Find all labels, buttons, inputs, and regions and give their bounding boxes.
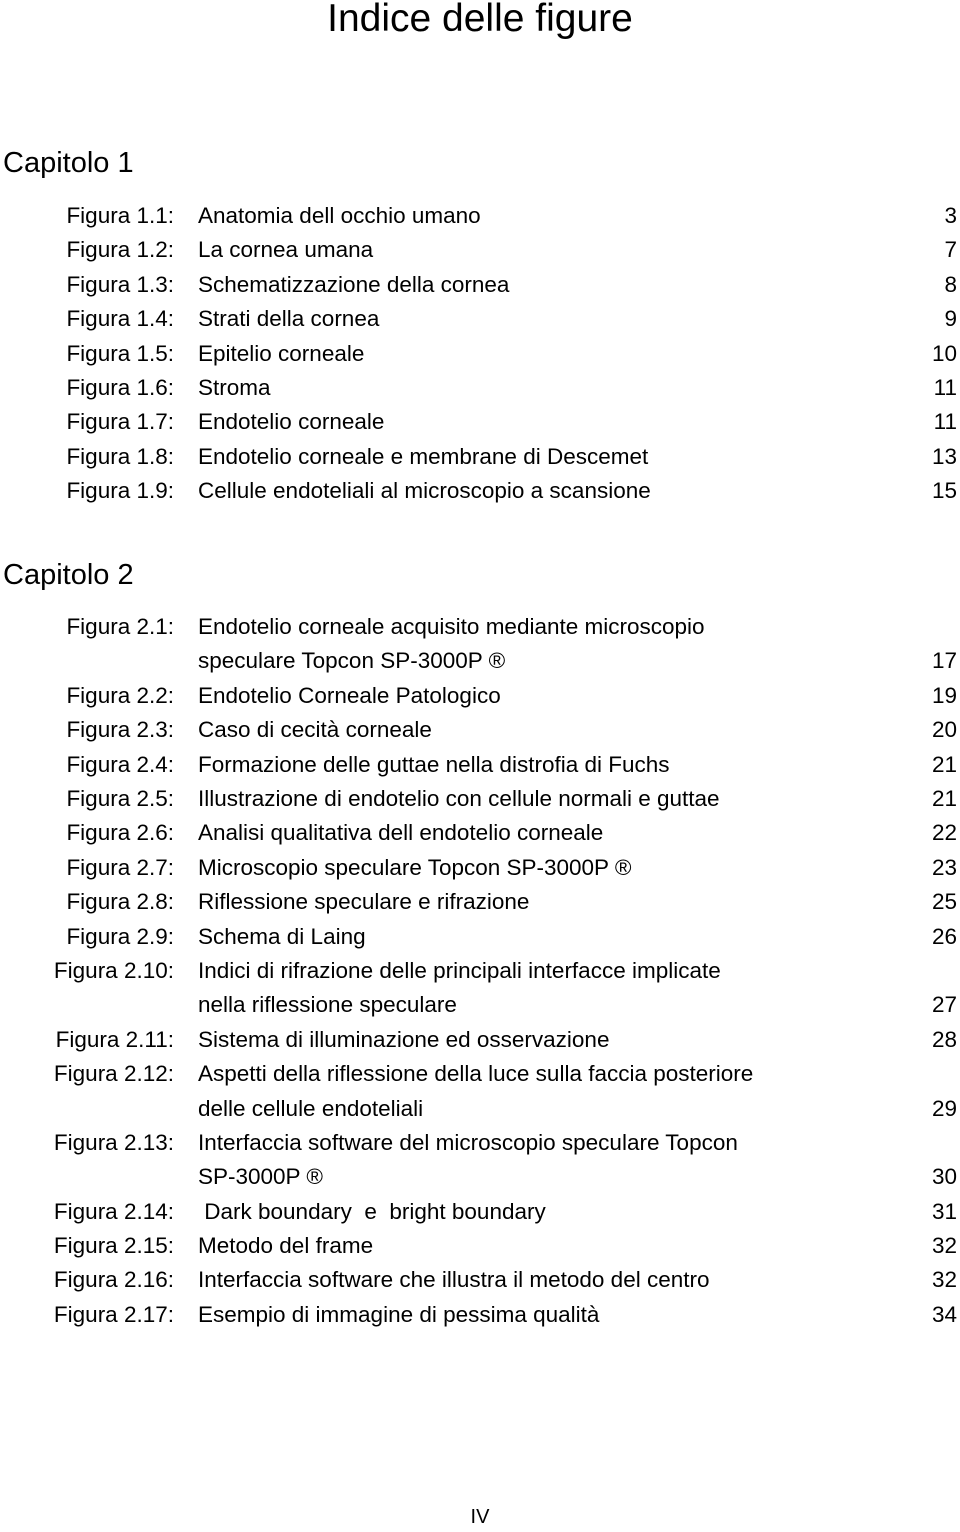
figure-number: Figura 1.5: xyxy=(66,340,174,366)
figure-caption: Metodo del frame xyxy=(198,1233,374,1259)
figure-page-number: 32 xyxy=(931,1233,957,1259)
figure-number: Figura 1.1: xyxy=(66,203,174,228)
figure-entry xyxy=(0,371,960,405)
figure-entry xyxy=(0,954,960,1023)
figure-entry xyxy=(0,679,960,713)
figure-page-number: 3 xyxy=(944,202,957,228)
figure-caption: Endotelio Corneale Patologico xyxy=(198,682,501,708)
chapter-heading-2: Capitolo 2 xyxy=(3,559,134,591)
figure-page-number: 9 xyxy=(944,306,957,332)
figure-page-number: 21 xyxy=(931,751,957,777)
figure-caption: Strati della cornea xyxy=(198,306,380,332)
figure-entry xyxy=(0,199,960,233)
figure-page-number: 15 xyxy=(931,478,957,504)
figure-page-number: 25 xyxy=(931,889,957,915)
figure-entry xyxy=(0,1126,960,1195)
chapter-heading-1: Capitolo 1 xyxy=(3,147,134,179)
figure-list-chapter-1 xyxy=(0,199,960,509)
figure-page-number: 23 xyxy=(931,854,957,880)
page-number: IV xyxy=(470,1506,490,1528)
figure-number: Figura 2.9: xyxy=(66,923,174,949)
figure-page-number: 13 xyxy=(931,443,957,469)
figure-number: Figura 2.11: xyxy=(55,1026,174,1052)
figure-entry xyxy=(0,268,960,302)
figure-page-number: 28 xyxy=(931,1026,957,1052)
figure-caption: Endotelio corneale xyxy=(198,409,385,435)
figure-page-number: 31 xyxy=(931,1198,957,1224)
figure-number: Figura 1.7: xyxy=(66,409,174,435)
figure-caption: Illustrazione di endotelio con cellule normali e guttae xyxy=(198,785,720,811)
figure-caption: Stroma xyxy=(198,374,271,400)
figure-caption: Schematizzazione della cornea xyxy=(198,271,510,297)
figure-page-number: 30 xyxy=(931,1164,957,1190)
figure-entry xyxy=(0,748,960,782)
figure-caption: Interfaccia software del microscopio speculare Topcon SP-3000P ® xyxy=(198,1129,738,1190)
figure-entry xyxy=(0,885,960,919)
page-title: Indice delle figure xyxy=(327,0,633,40)
figure-caption: Anatomia dell occhio umano xyxy=(198,203,481,228)
figure-page-number: 11 xyxy=(933,409,957,435)
figure-page-number: 19 xyxy=(931,682,957,708)
figure-caption: Aspetti della riflessione della luce sulla faccia posteriore delle cellule endoteliali xyxy=(198,1061,754,1121)
figure-entry xyxy=(0,713,960,747)
figure-number: Figura 2.13: xyxy=(53,1129,174,1155)
figure-caption: Riflessione speculare e rifrazione xyxy=(198,889,530,915)
figure-list-chapter-2 xyxy=(0,610,960,1332)
figure-entry xyxy=(0,1057,960,1126)
figure-entry xyxy=(0,1195,960,1229)
figure-number: Figura 2.6: xyxy=(66,820,174,846)
figure-number: Figura 2.17: xyxy=(53,1301,174,1327)
figure-caption: La cornea umana xyxy=(198,237,374,263)
figure-number: Figura 1.6: xyxy=(66,374,174,400)
figure-entry xyxy=(0,337,960,371)
figure-page-number: 29 xyxy=(931,1095,957,1121)
figure-number: Figura 2.1: xyxy=(66,614,174,639)
figure-number: Figura 2.2: xyxy=(66,682,174,708)
figure-caption: Analisi qualitativa dell endotelio corneale xyxy=(198,820,604,846)
figure-number: Figura 2.3: xyxy=(66,717,174,743)
figure-entry xyxy=(0,233,960,267)
figure-page-number: 10 xyxy=(931,340,957,366)
figure-entry xyxy=(0,610,960,679)
figure-entry xyxy=(0,440,960,474)
figure-caption: Microscopio speculare Topcon SP-3000P ® xyxy=(198,854,632,880)
figure-number: Figura 2.10: xyxy=(53,957,174,983)
figure-number: Figura 1.4: xyxy=(66,306,174,332)
figure-caption: Caso di cecità corneale xyxy=(198,717,432,743)
figure-page-number: 8 xyxy=(944,271,957,297)
figure-caption: Dark boundary e bright boundary xyxy=(198,1198,552,1224)
figure-page-number: 22 xyxy=(931,820,957,846)
figure-caption: Endotelio corneale acquisito mediante microscopio speculare Topcon SP-3000P ® xyxy=(198,614,705,674)
figure-page-number: 32 xyxy=(931,1267,957,1293)
figure-entry xyxy=(0,782,960,816)
figure-entry xyxy=(0,1263,960,1297)
figure-entry xyxy=(0,405,960,439)
figure-entry xyxy=(0,1023,960,1057)
figure-number: Figura 1.8: xyxy=(66,443,174,469)
figure-entry xyxy=(0,302,960,336)
figure-page-number: 27 xyxy=(931,992,957,1018)
figure-entry xyxy=(0,1298,960,1332)
figure-page-number: 11 xyxy=(933,374,957,400)
figure-number: Figura 2.8: xyxy=(66,889,174,915)
figure-number: Figura 2.15: xyxy=(53,1233,174,1259)
figure-entry xyxy=(0,474,960,508)
figure-number: Figura 1.2: xyxy=(66,237,174,263)
figure-number: Figura 2.4: xyxy=(66,751,174,777)
figure-entry xyxy=(0,816,960,850)
figure-number: Figura 2.7: xyxy=(66,854,174,880)
figure-caption: Epitelio corneale xyxy=(198,340,365,366)
figure-caption: Sistema di illuminazione ed osservazione xyxy=(198,1026,610,1052)
figure-number: Figura 2.14: xyxy=(53,1198,174,1224)
figure-caption: Cellule endoteliali al microscopio a scansione xyxy=(198,478,651,504)
figure-entry xyxy=(0,920,960,954)
figure-number: Figura 2.5: xyxy=(66,785,174,811)
figure-caption: Endotelio corneale e membrane di Descemet xyxy=(198,443,649,469)
figure-page-number: 17 xyxy=(931,648,957,674)
figure-caption: Schema di Laing xyxy=(198,923,366,949)
figure-number: Figura 1.9: xyxy=(66,478,174,504)
figure-page-number: 26 xyxy=(931,923,957,949)
figure-number: Figura 2.12: xyxy=(53,1061,174,1087)
figure-page-number: 7 xyxy=(944,237,957,263)
figure-number: Figura 1.3: xyxy=(66,271,174,297)
figure-caption: Indici di rifrazione delle principali interfacce implicate nella riflessione speculare xyxy=(198,957,721,1018)
figure-page-number: 21 xyxy=(931,785,957,811)
figure-entry xyxy=(0,851,960,885)
figure-number: Figura 2.16: xyxy=(53,1267,174,1293)
figure-caption: Formazione delle guttae nella distrofia di Fuchs xyxy=(198,751,670,777)
figure-page-number: 20 xyxy=(931,717,957,743)
figure-caption: Esempio di immagine di pessima qualità xyxy=(198,1301,600,1327)
figure-page-number: 34 xyxy=(931,1301,957,1327)
figure-entry xyxy=(0,1229,960,1263)
figure-caption: Interfaccia software che illustra il metodo del centro xyxy=(198,1267,710,1293)
